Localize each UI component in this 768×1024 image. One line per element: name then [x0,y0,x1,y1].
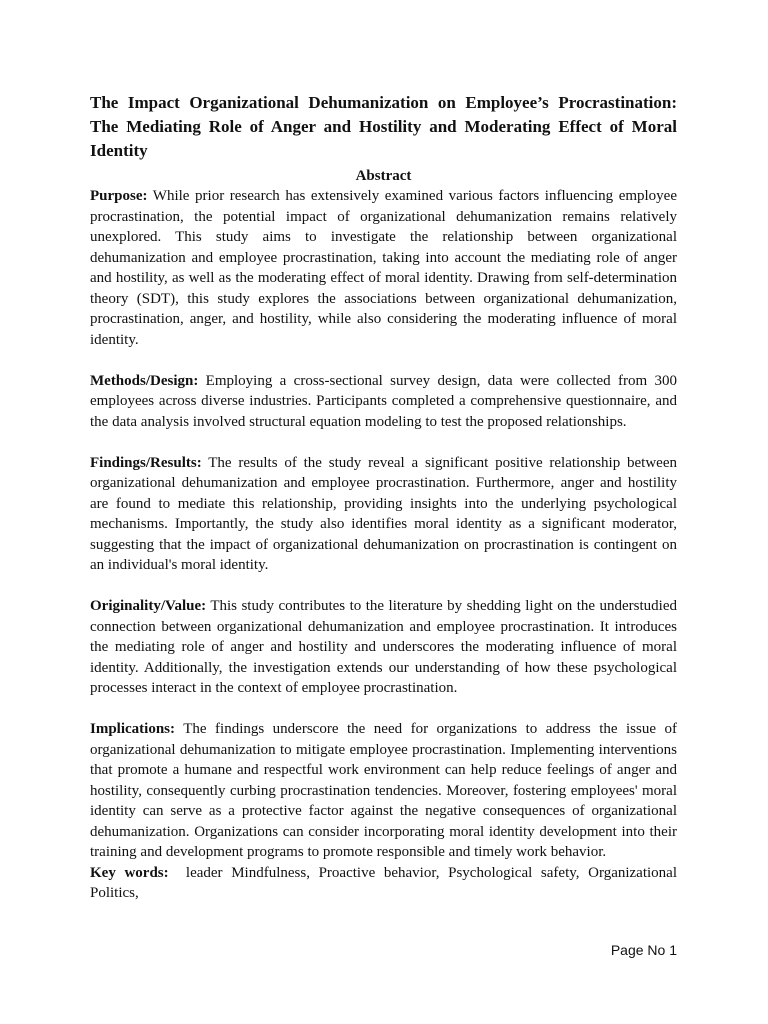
implications-paragraph [90,719,677,863]
findings-label: Findings/Results: [90,454,202,471]
methods-paragraph [90,371,677,433]
paper-page [90,91,681,904]
purpose-paragraph [90,186,677,350]
implications-text: The findings underscore the need for organizations to address the issue of organizational dehumanization to mitigate employee procrastination. Implementing interventions that promote a humane and respectful work environment can help reduce feelings of anger and hostility, consequently curbing procrastination tendencies. Moreover, fostering employees' moral identity can serve as a protective factor against the negative consequences of organizational dehumanization. Organizations can consider incorporating moral identity development into their training and development programs to promote responsible and timely work behavior. [90,721,677,860]
methods-text: Employing a cross-sectional survey design, data were collected from 300 employees across diverse industries. Participants completed a comprehensive questionnaire, and the data analysis involved structural equation modeling to test the proposed relationships. [90,372,677,430]
purpose-text: While prior research has extensively examined various factors influencing employee procrastination, the potential impact of organizational dehumanization remains relatively unexplored. This study aims to investigate the relationship between organizational dehumanization and employee procrastination, taking into account the mediating role of anger and hostility, as well as the moderating effect of moral identity. Drawing from self-determination theory (SDT), this study explores the associations between organizational dehumanization, procrastination, anger, and hostility, while also considering the moderating influence of moral identity. [90,188,677,348]
page-number: Page No 1 [610,942,677,958]
abstract-heading: Abstract [355,168,412,184]
originality-text: This study contributes to the literature by shedding light on the understudied connection between organizational dehumanization and employee procrastination. It introduces the mediating role of anger and hostility and underscores the moderating influence of moral identity. Additionally, the investigation extends our understanding of how these psychological processes interact in the context of employee procrastination. [90,598,677,696]
keywords-label: Key words: [90,864,169,881]
methods-label: Methods/Design: [90,372,199,389]
purpose-label: Purpose: [90,188,148,204]
originality-label: Originality/Value: [90,598,207,614]
findings-text: The results of the study reveal a significant positive relationship between organizational dehumanization and employee procrastination. Furthermore, anger and hostility are found to mediate this relationship, providing insights into the underlying psychological mechanisms. Importantly, the study also identifies moral identity as a significant moderator, suggesting that the impact of organizational dehumanization on procrastination is contingent on an individual's moral identity. [90,454,677,573]
paper-title: The Impact Organizational Dehumanization on Employee’s Procrastination: The Mediating Role of Anger and Hostility and Moderating Effect of Moral Identity [90,93,677,160]
keywords-text: leader Mindfulness, Proactive behavior, Psychological safety, Organizational Politics, [90,864,681,901]
implications-label: Implications: [90,721,176,737]
keywords-paragraph [90,863,681,904]
originality-paragraph [90,596,677,699]
findings-paragraph [90,453,677,576]
